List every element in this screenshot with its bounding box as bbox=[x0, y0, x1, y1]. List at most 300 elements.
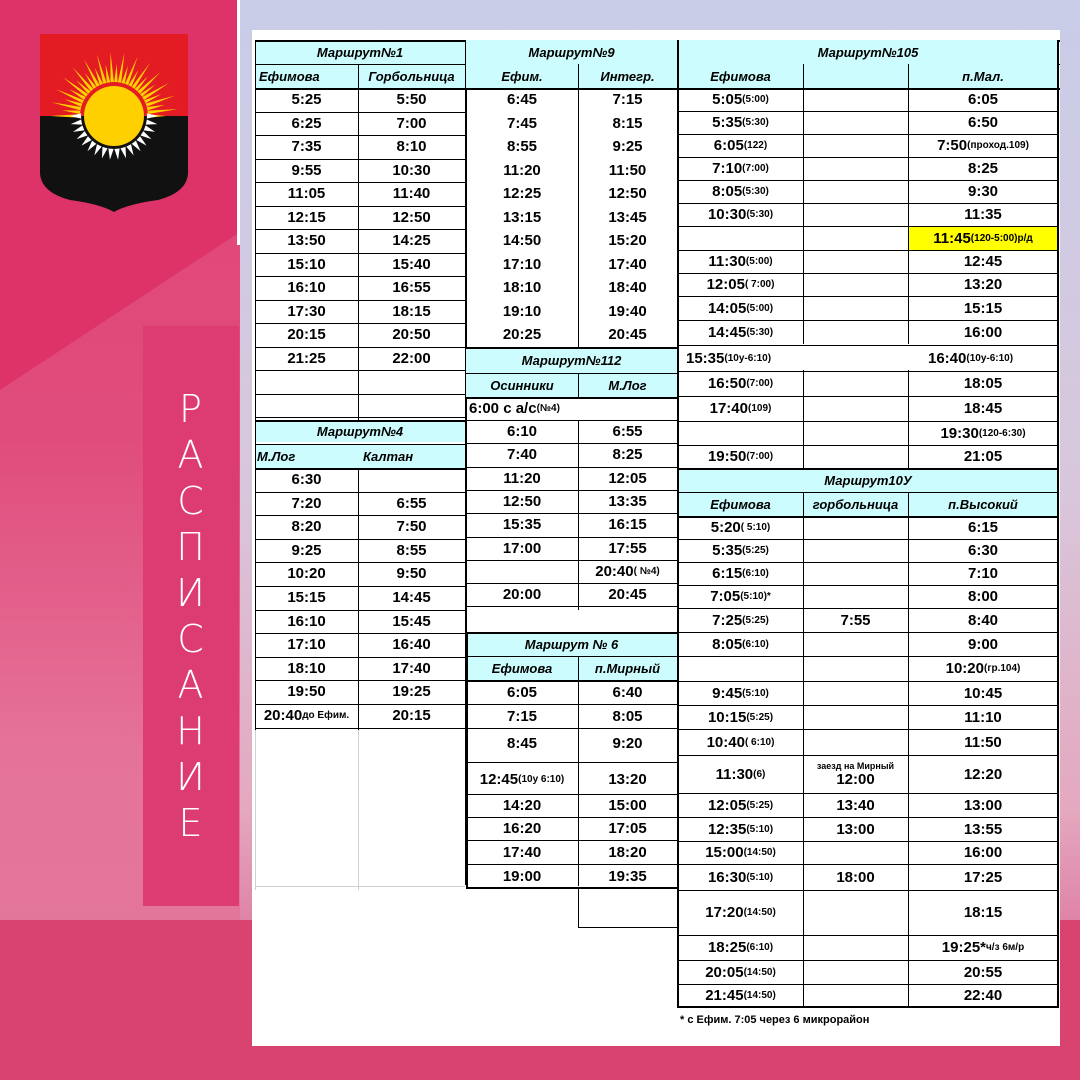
column-header: Ефимова bbox=[466, 656, 578, 680]
grid-line bbox=[678, 817, 1058, 818]
grid-line bbox=[578, 64, 579, 348]
time-cell: 17:40 bbox=[608, 255, 647, 273]
grid-line bbox=[255, 323, 465, 324]
grid-line bbox=[678, 562, 1058, 563]
time-cell: 15:40 bbox=[392, 255, 431, 273]
time-cell: 7:45 bbox=[506, 114, 538, 132]
time-cell: 5:25 bbox=[291, 91, 322, 108]
time-cell: 6:55 bbox=[396, 494, 427, 512]
grid-line bbox=[466, 762, 677, 763]
time-cell: 10:20 (гр.104) bbox=[945, 660, 1021, 677]
grid-line bbox=[255, 492, 465, 493]
time-cell: 6:15 (6:10) bbox=[712, 565, 769, 582]
grid-line bbox=[466, 656, 677, 657]
time-cell: 6:50 bbox=[967, 114, 999, 131]
grid-line bbox=[255, 229, 465, 230]
time-cell: 10:45 bbox=[963, 684, 1003, 702]
time-cell: 7:15 bbox=[612, 91, 643, 108]
time-cell: 16:10 bbox=[287, 279, 326, 296]
grid-line bbox=[678, 134, 1058, 135]
time-cell: 5:35 (5:30) bbox=[712, 114, 769, 131]
time-cell: 14:45 bbox=[392, 589, 431, 606]
time-cell: 5:50 bbox=[396, 91, 427, 108]
time-cell: 9:45 (5:10) bbox=[712, 684, 769, 702]
grid-line bbox=[255, 730, 256, 890]
grid-line bbox=[466, 840, 677, 841]
time-cell: 16:10 bbox=[287, 612, 326, 630]
time-cell: 18:10 bbox=[287, 659, 326, 677]
time-cell: 6:00 с а/с (№4) bbox=[469, 400, 560, 417]
time-cell bbox=[803, 729, 908, 755]
time-cell bbox=[678, 421, 803, 445]
grid-line bbox=[466, 443, 677, 444]
time-cell: 18:20 bbox=[608, 843, 647, 861]
time-cell: 7:00 bbox=[396, 114, 427, 132]
time-cell: 14:45 (5:30) bbox=[707, 324, 774, 341]
time-cell: 8:05 (5:30) bbox=[712, 183, 769, 200]
time-cell: 21:45 (14:50) bbox=[705, 986, 776, 1004]
time-cell: 14:20 bbox=[502, 797, 542, 814]
grid-line bbox=[358, 64, 359, 420]
time-cell: 8:55 bbox=[506, 138, 538, 155]
time-cell: 14:25 bbox=[392, 232, 431, 249]
title-letter: И bbox=[176, 755, 206, 799]
grid-line bbox=[678, 203, 1058, 204]
title-letter: И bbox=[176, 571, 206, 615]
time-cell: 6:05 bbox=[506, 684, 538, 701]
time-cell: 18:45 bbox=[963, 400, 1003, 417]
time-cell: 6:10 bbox=[506, 423, 538, 440]
route-title: Маршрут№9 bbox=[466, 40, 677, 64]
grid-line bbox=[678, 320, 1058, 321]
grid-line bbox=[255, 182, 465, 183]
column-header: п.Высокий bbox=[908, 492, 1058, 516]
grid-line bbox=[466, 560, 677, 561]
column-header: Ефимова bbox=[255, 64, 358, 88]
grid-line bbox=[678, 157, 1058, 158]
column-header: Ефим. bbox=[466, 64, 578, 88]
time-cell: 8:25 bbox=[967, 160, 999, 177]
time-cell: 13:40 bbox=[836, 796, 875, 814]
grid-line bbox=[255, 468, 465, 470]
time-cell: 11:50 bbox=[608, 161, 647, 179]
grid-line bbox=[255, 394, 465, 395]
grid-line bbox=[678, 793, 1058, 794]
time-cell: 8:05 bbox=[612, 707, 643, 725]
grid-line bbox=[677, 40, 679, 1008]
grid-line bbox=[255, 420, 256, 730]
column-header bbox=[803, 64, 908, 88]
time-cell: 13:35 bbox=[608, 492, 647, 510]
time-cell: 11:45 (120-5:00)р/д bbox=[908, 226, 1058, 250]
time-cell bbox=[803, 935, 908, 960]
grid-line bbox=[255, 253, 465, 254]
time-cell: 7:15 bbox=[506, 707, 538, 725]
time-cell: 17:25 bbox=[963, 868, 1003, 886]
time-cell: 19:30 (120-6:30) bbox=[940, 424, 1026, 442]
time-cell: 12:05 bbox=[608, 469, 647, 487]
route-title: Маршрут10У bbox=[678, 468, 1058, 492]
time-cell: 6:40 bbox=[612, 684, 643, 701]
time-cell: 13:00 bbox=[836, 820, 875, 838]
grid-line bbox=[255, 370, 465, 371]
time-cell: 6:45 bbox=[506, 91, 538, 108]
time-cell: 20:40 ( №4) bbox=[595, 562, 660, 580]
grid-line bbox=[466, 537, 677, 538]
grid-line bbox=[678, 984, 1058, 985]
time-cell: 8:00 bbox=[967, 588, 999, 605]
time-cell: 6:15 bbox=[967, 519, 999, 536]
grid-line bbox=[678, 681, 1058, 682]
time-cell: 7:55 bbox=[840, 611, 871, 629]
route-title: Маршрут№105 bbox=[678, 40, 1058, 64]
time-cell: 19:35 bbox=[608, 867, 647, 885]
grid-line bbox=[466, 817, 677, 818]
grid-line bbox=[466, 513, 677, 514]
grid-line bbox=[678, 841, 1058, 842]
time-cell: 19:10 bbox=[502, 302, 542, 320]
grid-line bbox=[466, 490, 677, 491]
time-cell: 20:05 (14:50) bbox=[705, 963, 776, 981]
grid-line bbox=[678, 960, 1058, 961]
time-cell: 9:30 bbox=[967, 183, 999, 200]
time-cell: 17:40 bbox=[502, 843, 542, 861]
grid-line bbox=[255, 417, 465, 418]
time-cell: 12:50 bbox=[608, 185, 647, 202]
time-cell: 16:15 bbox=[608, 516, 647, 534]
time-cell bbox=[803, 562, 908, 585]
time-cell: 8:55 bbox=[396, 541, 427, 559]
column-header: М.Лог bbox=[255, 444, 355, 468]
grid-line bbox=[678, 632, 1058, 633]
grid-line bbox=[803, 64, 804, 344]
grid-line bbox=[255, 562, 465, 563]
grid-line bbox=[466, 794, 677, 795]
time-cell: 14:50 bbox=[502, 232, 542, 249]
title-letter: С bbox=[177, 617, 205, 661]
time-cell bbox=[803, 585, 908, 608]
title-letter: А bbox=[177, 663, 205, 707]
grid-line bbox=[678, 296, 1058, 297]
time-cell bbox=[678, 656, 803, 681]
schedule-sheet bbox=[252, 30, 1060, 1046]
grid-line bbox=[466, 681, 677, 682]
column-header: Осинники bbox=[466, 373, 578, 397]
grid-line bbox=[678, 935, 1058, 936]
time-cell: 13:55 bbox=[963, 820, 1003, 838]
time-cell: 10:20 bbox=[287, 565, 326, 583]
grid-line bbox=[678, 371, 1058, 372]
time-cell: 6:05 (122) bbox=[713, 137, 768, 154]
title-letter: П bbox=[176, 525, 206, 569]
grid-line bbox=[466, 864, 677, 865]
time-cell bbox=[803, 516, 908, 539]
grid-line bbox=[578, 373, 579, 397]
time-cell: 11:30 (6) bbox=[715, 765, 766, 783]
time-cell: 15:15 bbox=[963, 299, 1003, 317]
time-cell: 10:30 (5:30) bbox=[707, 206, 774, 223]
grid-line bbox=[255, 135, 465, 136]
time-cell: 13:15 bbox=[502, 208, 542, 226]
time-cell: 20:45 bbox=[608, 586, 647, 604]
time-cell: 17:05 bbox=[608, 820, 647, 837]
grid-line bbox=[255, 886, 465, 887]
time-cell: 12:25 bbox=[502, 185, 542, 202]
grid-line bbox=[255, 728, 465, 729]
grid-line bbox=[466, 420, 677, 421]
time-cell: 11:10 bbox=[964, 708, 1002, 726]
time-cell: 6:30 bbox=[291, 471, 322, 488]
time-cell bbox=[803, 681, 908, 705]
time-cell: 11:40 bbox=[392, 185, 431, 202]
time-cell: 11:20 bbox=[503, 469, 541, 487]
route-title: Маршрут№4 bbox=[255, 420, 465, 442]
time-cell: 13:45 bbox=[608, 208, 647, 226]
time-cell: 15:20 bbox=[608, 232, 647, 249]
time-cell: 19:25* ч/з 6м/р bbox=[941, 939, 1025, 956]
time-cell: 12:50 bbox=[392, 208, 431, 226]
time-cell: 20:00 bbox=[502, 586, 542, 604]
column-header: Калтан bbox=[355, 444, 465, 468]
grid-line bbox=[578, 887, 579, 927]
time-cell bbox=[803, 705, 908, 729]
time-cell: 7:25 (5:25) bbox=[712, 611, 769, 629]
time-cell: 13:00 bbox=[963, 796, 1003, 814]
time-cell: 12:50 bbox=[502, 492, 542, 510]
column-header: п.Мирный bbox=[578, 656, 677, 680]
grid-line bbox=[678, 468, 1058, 470]
grid-line bbox=[678, 88, 1058, 89]
time-cell bbox=[803, 632, 908, 656]
time-cell: 17:40 (109) bbox=[709, 400, 772, 417]
time-cell: 13:50 bbox=[287, 232, 326, 249]
grid-line bbox=[358, 468, 359, 730]
time-cell: 7:50 (проход.109) bbox=[937, 137, 1029, 154]
time-cell: 18:10 bbox=[502, 279, 542, 296]
column-header: Интегр. bbox=[578, 64, 677, 88]
grid-line bbox=[466, 632, 468, 887]
column-header: Горбольница bbox=[358, 64, 465, 88]
grid-line bbox=[255, 515, 465, 516]
time-cell: 18:00 bbox=[836, 868, 875, 886]
time-cell: 19:50 bbox=[287, 683, 326, 701]
time-cell: 12:45 (10у 6:10) bbox=[479, 770, 565, 788]
time-cell: 20:55 bbox=[963, 963, 1003, 981]
time-cell bbox=[678, 226, 803, 250]
title-letter: Н bbox=[176, 709, 206, 753]
time-cell: 16:40 (10у-6:10) bbox=[928, 349, 1014, 367]
title-letter: С bbox=[177, 479, 205, 523]
time-cell: 5:05 (5:00) bbox=[712, 91, 769, 108]
grid-line bbox=[678, 608, 1058, 609]
time-cell: 11:20 bbox=[503, 161, 541, 179]
grid-line bbox=[255, 112, 465, 113]
time-cell: 21:25 bbox=[287, 349, 326, 367]
route-title: Маршрут№112 bbox=[466, 347, 677, 373]
time-cell: 7:20 bbox=[291, 494, 322, 512]
time-cell bbox=[803, 841, 908, 864]
time-cell: 18:15 bbox=[392, 302, 431, 320]
time-cell: 6:30 bbox=[967, 542, 999, 559]
time-cell: 8:25 bbox=[612, 446, 643, 464]
grid-line bbox=[678, 890, 1058, 891]
time-cell: 15:00 bbox=[608, 797, 647, 814]
time-cell: 16:20 bbox=[502, 820, 542, 837]
grid-line bbox=[678, 705, 1058, 706]
time-cell: 20:40 до Ефим. bbox=[263, 707, 350, 724]
time-cell: 8:40 bbox=[967, 611, 999, 629]
time-cell: 5:35 (5:25) bbox=[712, 542, 769, 559]
time-cell: 6:55 bbox=[612, 423, 643, 440]
time-cell: 15:00 (14:50) bbox=[705, 844, 776, 861]
time-cell: 8:15 bbox=[612, 114, 643, 132]
column-header: горбольница bbox=[803, 492, 908, 516]
time-cell: 12:15 bbox=[287, 208, 326, 226]
page-title bbox=[143, 326, 239, 906]
title-letter: Е bbox=[178, 801, 204, 845]
time-cell: 8:10 bbox=[396, 138, 427, 155]
grid-line bbox=[678, 492, 1058, 493]
time-cell: 11:35 bbox=[964, 206, 1002, 223]
time-cell: 9:25 bbox=[291, 541, 322, 559]
grid-line bbox=[678, 273, 1058, 274]
time-cell bbox=[803, 656, 908, 681]
time-cell: 17:40 bbox=[392, 659, 431, 677]
time-cell: 12:20 bbox=[963, 765, 1003, 783]
grid-line bbox=[578, 927, 677, 928]
grid-line bbox=[255, 420, 465, 422]
time-cell: 8:45 bbox=[506, 734, 538, 752]
time-cell: 12:05 ( 7:00) bbox=[706, 276, 775, 293]
time-cell: 15:45 bbox=[392, 612, 431, 630]
time-cell: 20:45 bbox=[608, 326, 647, 343]
time-cell: 22:40 bbox=[963, 986, 1003, 1004]
grid-line bbox=[678, 539, 1058, 540]
footnote: * с Ефим. 7:05 через 6 микрорайон bbox=[680, 1014, 870, 1026]
time-cell bbox=[466, 560, 578, 583]
grid-line bbox=[255, 704, 465, 705]
grid-line bbox=[255, 347, 465, 348]
grid-line bbox=[255, 276, 465, 277]
time-cell: 21:05 bbox=[963, 448, 1003, 465]
time-cell: 15:15 bbox=[287, 589, 326, 606]
grid-line bbox=[255, 300, 465, 301]
grid-line bbox=[578, 420, 579, 610]
column-header: Ефимова bbox=[678, 492, 803, 516]
time-cell: 9:20 bbox=[612, 734, 643, 752]
time-cell: 13:20 bbox=[963, 276, 1003, 293]
time-cell: 6:05 bbox=[967, 91, 999, 108]
grid-line bbox=[466, 632, 677, 634]
time-cell: 12:45 bbox=[963, 253, 1003, 270]
grid-line bbox=[466, 373, 677, 374]
grid-line bbox=[803, 370, 804, 468]
grid-line bbox=[678, 226, 1058, 227]
time-cell: 18:05 bbox=[963, 375, 1003, 392]
grid-line bbox=[678, 396, 1058, 397]
grid-line bbox=[678, 656, 1058, 657]
grid-line bbox=[678, 250, 1058, 251]
grid-line bbox=[466, 704, 677, 705]
time-cell: 9:50 bbox=[396, 565, 427, 583]
grid-line bbox=[678, 180, 1058, 181]
grid-line bbox=[255, 539, 465, 540]
time-cell: 9:25 bbox=[612, 138, 643, 155]
time-cell: 6:25 bbox=[291, 114, 322, 132]
time-cell: 9:00 bbox=[967, 635, 999, 653]
time-cell: 16:30 (5:10) bbox=[707, 868, 774, 886]
time-cell: 11:50 bbox=[964, 733, 1002, 751]
grid-line bbox=[678, 1006, 1058, 1008]
grid-line bbox=[678, 516, 1058, 517]
grid-line bbox=[908, 64, 909, 344]
grid-line bbox=[678, 421, 1058, 422]
route-title: Маршрут № 6 bbox=[466, 632, 677, 656]
time-cell: 13:20 bbox=[608, 770, 647, 788]
grid-line bbox=[908, 370, 909, 468]
time-cell: 17:10 bbox=[502, 255, 542, 273]
time-cell: 18:25 (6:10) bbox=[707, 939, 774, 956]
time-cell: 19:25 bbox=[392, 683, 431, 701]
time-cell: 14:05 (5:00) bbox=[707, 299, 774, 317]
grid-line bbox=[255, 610, 465, 611]
column-header: п.Мал. bbox=[908, 64, 1058, 88]
time-cell: 15:35 (10у-6:10) bbox=[686, 349, 772, 367]
grid-line bbox=[255, 206, 465, 207]
grid-line bbox=[1057, 40, 1059, 470]
time-cell: 20:50 bbox=[392, 326, 431, 343]
grid-line bbox=[255, 444, 465, 445]
time-cell: 9:55 bbox=[291, 161, 322, 179]
time-cell: 7:10 bbox=[967, 565, 999, 582]
time-cell: 19:40 bbox=[608, 302, 647, 320]
title-letter: А bbox=[177, 433, 205, 477]
grid-line bbox=[678, 345, 1058, 346]
grid-line bbox=[678, 585, 1058, 586]
column-header: М.Лог bbox=[578, 373, 677, 397]
grid-line bbox=[466, 606, 677, 607]
time-cell: 11:05 bbox=[287, 185, 326, 202]
grid-line bbox=[358, 730, 359, 890]
time-cell: 11:30 (5:00) bbox=[708, 253, 773, 270]
route-title: Маршрут№1 bbox=[255, 40, 465, 64]
time-cell: 20:15 bbox=[392, 707, 431, 724]
time-cell bbox=[803, 984, 908, 1006]
time-cell: 12:05 (5:25) bbox=[707, 796, 774, 814]
time-cell bbox=[803, 960, 908, 984]
grid-line bbox=[255, 657, 465, 658]
time-cell: 10:15 (5:25) bbox=[707, 708, 774, 726]
grid-line bbox=[1057, 468, 1059, 1008]
grid-line bbox=[466, 728, 677, 729]
coat-of-arms-icon bbox=[38, 32, 190, 214]
time-cell: 12:35 (5:10) bbox=[707, 820, 774, 838]
time-cell: 8:05 (6:10) bbox=[712, 635, 769, 653]
time-cell: 18:15 bbox=[963, 904, 1003, 921]
grid-line bbox=[466, 887, 677, 889]
title-letter: Р bbox=[179, 387, 203, 431]
grid-line bbox=[466, 347, 677, 349]
time-cell: 7:40 bbox=[506, 446, 538, 464]
time-cell: 16:50 (7:00) bbox=[707, 375, 774, 392]
time-cell: 16:00 bbox=[963, 324, 1003, 341]
time-cell: 20:25 bbox=[502, 326, 542, 343]
grid-line bbox=[578, 656, 579, 886]
grid-line bbox=[678, 864, 1058, 865]
grid-line bbox=[255, 680, 465, 681]
grid-line bbox=[678, 755, 1058, 756]
time-cell: 22:00 bbox=[392, 349, 431, 367]
